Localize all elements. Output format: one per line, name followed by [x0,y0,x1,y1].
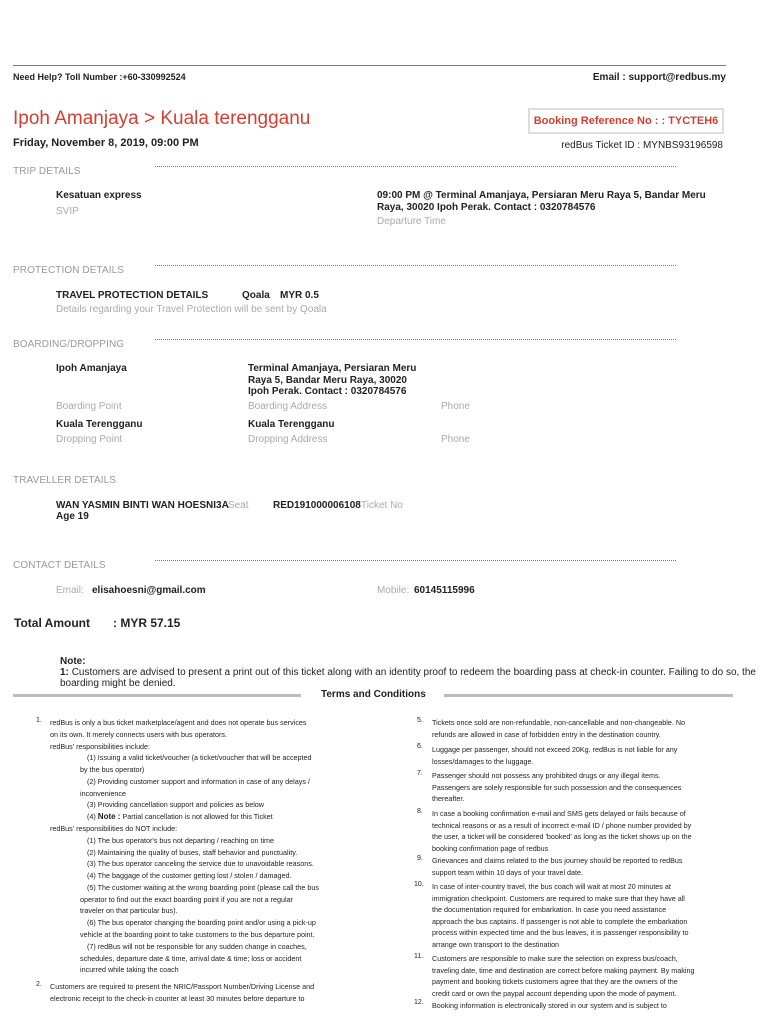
term-line: immigration checkpoint. Customers are required to make sure that they have all [432,894,685,903]
dropping-address-label: Dropping Address [248,434,328,445]
term-line: inconvenience [80,789,126,798]
term-line: process within expected time and the bus leaves, it is passenger responsibility to [432,928,689,937]
term-line: arrange own transport to the destination [432,940,560,949]
term-number: 2. [36,981,42,988]
traveller-age: Age 19 [56,511,89,522]
term-line: electronic receipt to the check-in counter at least 30 minutes before departure to [50,994,305,1003]
protection-note: Details regarding your Travel Protection will be sent by Qoala [56,304,327,315]
boarding-address-2: Raya 5, Bandar Meru Raya, 30020 [248,375,407,386]
term-line: Tickets once sold are non-refundable, non-cancellable and non-changeable. No [432,718,686,727]
contact-email: elisahoesni@gmail.com [92,585,206,596]
protection-title: TRAVEL PROTECTION DETAILS [56,290,209,301]
protection-amount: MYR 0.5 [280,290,319,301]
term-line: (4) The baggage of the customer getting lost / stolen / damaged. [87,871,292,880]
term-line: In case of inter-country travel, the bus coach will wait at most 20 minutes at [432,882,671,891]
term-line: In case a booking confirmation e-mail and SMS gets delayed or fails because of [432,809,686,818]
term-line: (1) Issuing a valid ticket/voucher (a ticket/voucher that will be accepted [87,753,312,762]
term-line: traveling date, time and destination are correct before making payment. By making [432,966,695,975]
help-line: Need Help? Toll Number :+60-330992524 [13,72,186,82]
traveller-name: WAN YASMIN BINTI WAN HOESNI3A [56,500,229,511]
trip-heading: TRIP DETAILS [13,166,81,177]
term-line: losses/damages to the luggage. [432,757,534,766]
term-note-label: Note : [97,812,121,821]
ticket-id: redBus Ticket ID : MYNBS93196598 [561,140,723,151]
term-number: 5. [417,717,423,724]
term-line: incurred while taking the coach [80,965,179,974]
term-line: the user, a ticket will be considered 'booked' as long as the ticket shows up on the [432,832,692,841]
term-number: 12. [414,999,424,1006]
term-line: on its own. It merely connects users with bus operators. [50,730,227,739]
term-line: (6) The bus operator changing the boarding point and/or using a pick-up [87,918,316,927]
departure-line2: Raya, 30020 Ipoh Perak. Contact : 0320784576 [377,202,596,213]
term-number: 11. [414,953,424,960]
traveller-heading: TRAVELLER DETAILS [13,475,117,486]
term-line: credit card or own the paypal account depending upon the mode of payment. [432,989,677,998]
protection-provider: Qoala [242,290,270,301]
route-title: Ipoh Amanjaya > Kuala terengganu [13,108,311,129]
bus-class: SVIP [56,206,79,217]
contact-email-label: Email: [56,585,84,596]
term-line: payment and booking tickets customers agree that they are the owners of the [432,977,678,986]
ticket-number-label: Ticket No [361,500,403,511]
boarding-phone-label: Phone [441,401,470,412]
note-text: Customers are advised to present a print out of this ticket along with an identity proof to redeem the boarding pass at check-in counter. Failing to do so, the [71,667,756,678]
term-number: 9. [417,855,423,862]
term-line: (3) The bus operator canceling the service due to unavoidable reasons. [87,859,314,868]
boarding-point: Ipoh Amanjaya [56,363,127,374]
note-title: Note: [60,656,86,667]
term-line: the documentation required for embarkation. In case you need assistance [432,905,667,914]
journey-datetime: Friday, November 8, 2019, 09:00 PM [13,137,199,149]
term-line: thereafter. [432,794,465,803]
term-line: Passenger should not possess any prohibited drugs or any illegal items. [432,771,661,780]
term-line: Grievances and claims related to the bus journey should be reported to redBus [432,856,683,865]
term-number: 7. [417,770,423,777]
term-number: 10. [414,881,424,888]
term-line: Luggage per passenger, should not exceed 20Kg. redBus is not liable for any [432,745,678,754]
term-line: (7) redBus will not be responsible for any sudden change in coaches, [87,942,307,951]
term-line: by the bus operator) [80,765,145,774]
term-item-number: (4) [87,812,96,821]
boarding-point-label: Boarding Point [56,401,122,412]
operator-name: Kesatuan express [56,190,142,201]
term-line: Booking information is electronically stored in our system and is subject to [432,1001,667,1010]
term-line: vehicle at the boarding point to take customers to the bus departure point. [80,930,315,939]
term-line: (2) Maintaining the quality of buses, staff behavior and punctuality. [87,848,298,857]
term-line [87,811,273,823]
term-line: (2) Providing customer support and information in case of any delays / [87,777,310,786]
term-line: technical reasons or as a result of incorrect e-mail ID / phone number provided by [432,821,692,830]
term-line: traveler on that particular bus). [80,906,178,915]
contact-heading: CONTACT DETAILS [13,560,106,571]
dropping-address: Kuala Terengganu [248,419,335,430]
term-number: 6. [417,743,423,750]
terms-heading: Terms and Conditions [321,689,426,700]
term-line: support team within 10 days of your travel date. [432,868,584,877]
term-line: refunds are allowed in case of forbidden entry in the destination country. [432,730,661,739]
term-note-text: Partial cancellation is not allowed for this Ticket [122,812,273,821]
term-line: redBus is only a bus ticket marketplace/agent and does not operate bus services [50,718,307,727]
contact-mobile-label: Mobile: [377,585,410,596]
ticket-number: RED191000006108 [273,500,361,511]
dropping-phone-label: Phone [441,434,470,445]
term-line: approach the bus captains. If passenger is not able to complete the embarkation [432,917,688,926]
contact-mobile: 60145115996 [414,585,475,596]
term-line: (5) The customer waiting at the wrong boarding point (please call the bus [87,883,319,892]
protection-heading: PROTECTION DETAILS [13,265,125,276]
boarding-address-1: Terminal Amanjaya, Persiaran Meru [248,363,417,374]
support-email[interactable]: Email : support@redbus.my [592,72,726,83]
term-line: operator to find out the exact boarding point if you are not a regular [80,895,293,904]
boarding-address-label: Boarding Address [248,401,327,412]
term-line: (1) The bus operator's bus not departing / reaching on time [87,836,275,845]
total-label: Total Amount [14,616,90,630]
term-line: Customers are responsible to make sure the selection on express bus/coach, [432,954,678,963]
term-number: 8. [417,808,423,815]
term-number: 1. [36,717,42,724]
boarding-address-3: Ipoh Perak. Contact : 0320784576 [248,386,407,397]
term-line: redBus' responsibilities include: [50,742,151,751]
departure-label: Departure Time [377,216,446,227]
departure-line1: 09:00 PM @ Terminal Amanjaya, Persiaran Meru Raya 5, Bandar Meru [377,190,706,201]
term-line: schedules, departure date & time, arrival date & time; loss or accident [80,954,302,963]
note-number: 1: [60,667,69,678]
dropping-point-label: Dropping Point [56,434,123,445]
booking-reference: Booking Reference No : : TYCTEH6 [528,108,724,134]
boarding-heading: BOARDING/DROPPING [13,339,125,350]
seat-label: Seat [228,500,249,511]
term-line: booking confirmation page of redbus [432,844,549,853]
term-line: Passengers are solely responsible for such possession and the consequences [432,783,682,792]
total-amount: : MYR 57.15 [113,616,181,630]
term-line: redBus' responsibilities do NOT include: [50,824,178,833]
note-line2: boarding might be denied. [60,678,176,689]
dropping-point: Kuala Terengganu [56,419,143,430]
term-line: (3) Providing cancellation support and policies as below [87,800,264,809]
term-line: Customers are required to present the NRIC/Passport Number/Driving License and [50,982,315,991]
